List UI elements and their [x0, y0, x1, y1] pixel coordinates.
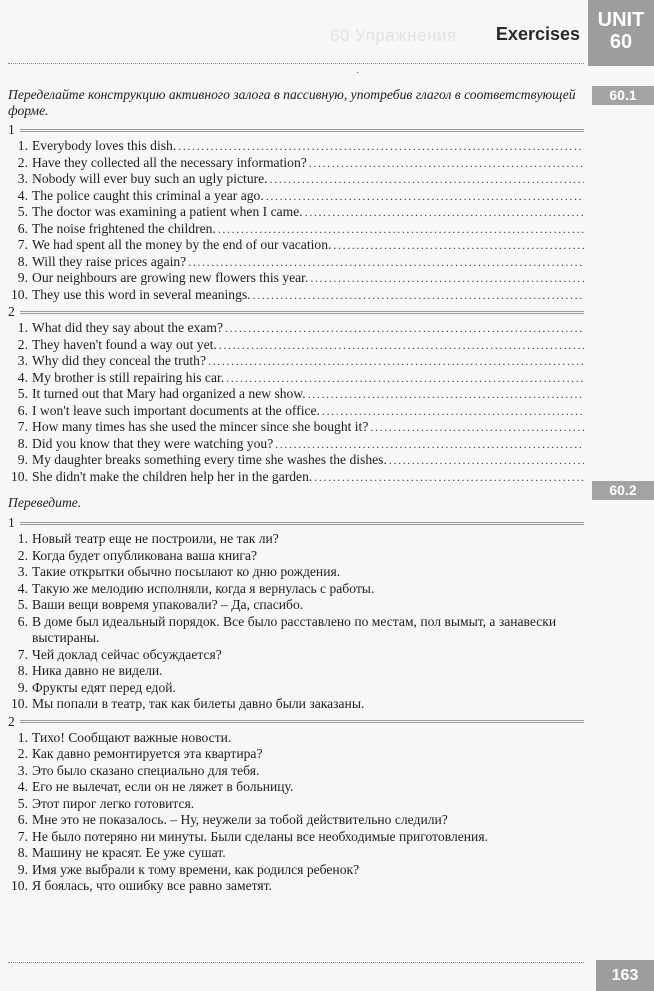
item-text: What did they say about the exam? [32, 320, 224, 335]
answer-blank [305, 204, 584, 221]
answer-blank [208, 353, 584, 370]
item-number: 3. [17, 762, 28, 778]
exercise-item [8, 779, 584, 796]
item-number: 6. [17, 220, 28, 236]
answer-blank [333, 237, 584, 254]
item-number: 5. [17, 795, 28, 811]
exercise-instruction: Переделайте конструкцию активного залога в пассивную, употребив глагол в соответствующей форме. [8, 87, 576, 118]
item-text: How many times has she used the mincer since she bought it? [32, 419, 369, 434]
exercise-item [8, 138, 584, 155]
item-number: 9. [17, 270, 28, 285]
item-text: Will they raise prices again? [32, 253, 187, 269]
item-number: 2. [17, 746, 28, 761]
item-number: 3. [17, 171, 28, 186]
bleed-through-text: 60 Упражнения [330, 26, 457, 45]
exercise-item [8, 680, 584, 697]
item-number: 4. [17, 779, 28, 794]
item-text: Машину не красят. Ее уже сушат. [32, 845, 226, 860]
answer-blank [322, 403, 584, 420]
unit-tab [588, 0, 654, 66]
exercise-item [8, 647, 584, 664]
group-header [8, 123, 584, 137]
exercise-item [8, 403, 584, 420]
group-divider [20, 720, 584, 723]
item-text: Our neighbours are growing new flowers this year. [32, 270, 309, 285]
exercise-item [8, 254, 584, 271]
answer-blank [226, 370, 584, 387]
exercise-item [8, 452, 584, 469]
exercise-instruction: Переведите. [8, 495, 82, 510]
group-header [8, 516, 584, 530]
item-number: 5. [17, 597, 28, 612]
item-text: The police caught this criminal a year ago. [32, 187, 264, 203]
exercise-list [8, 138, 584, 303]
exercise-item [8, 862, 584, 879]
item-number: 4. [17, 369, 28, 385]
group-divider [20, 522, 584, 525]
exercise-item [8, 337, 584, 354]
item-text: They use this word in several meanings. [32, 286, 251, 302]
answer-blank [308, 386, 584, 403]
exercise-item [8, 221, 584, 238]
item-text: Did you know that they were watching you? [32, 435, 274, 451]
item-number: 1. [17, 320, 28, 335]
item-number: 2. [17, 154, 28, 170]
exercise-item [8, 746, 584, 763]
item-text: We had spent all the money by the end of our vacation. [32, 237, 332, 252]
exercise-item [8, 581, 584, 598]
item-text: Не было потеряно ни минуты. Были сделаны все необходимые приготовления. [32, 828, 488, 844]
exercise-item [8, 155, 584, 172]
item-number: 6. [17, 613, 28, 629]
item-number: 8. [17, 253, 28, 269]
answer-blank [188, 254, 584, 271]
answer-blank [389, 452, 584, 469]
exercise-list [8, 320, 584, 485]
item-text: Этот пирог легко готовится. [32, 795, 195, 811]
answer-blank [309, 155, 584, 172]
item-number: 10. [11, 468, 28, 484]
answer-blank [310, 270, 584, 287]
item-text: Тихо! Сообщают важные новости. [32, 729, 232, 745]
item-text: Его не вылечат, если он не ляжет в больницу. [32, 779, 294, 794]
item-text: Nobody will ever buy such an ugly picture. [32, 171, 268, 186]
item-number: 8. [17, 845, 28, 860]
item-number: 10. [11, 878, 28, 893]
exercise-item [8, 171, 584, 188]
item-number: 8. [17, 435, 28, 451]
exercise-item [8, 270, 584, 287]
item-text: She didn't make the children help her in the garden. [32, 468, 313, 484]
unit-number: 60 [609, 31, 633, 53]
answer-blank [314, 469, 584, 486]
item-text: Ваши вещи вовремя упаковали? – Да, спасибо. [32, 597, 304, 612]
item-number: 1. [17, 531, 28, 546]
exercise-item [8, 730, 584, 747]
exercise-badge-60-2: 60.2 [592, 481, 654, 500]
item-text: Everybody loves this dish. [32, 138, 177, 153]
exercise-item [8, 845, 584, 862]
exercise-item [8, 564, 584, 581]
item-number: 3. [17, 564, 28, 579]
exercise-list [8, 730, 584, 895]
answer-blank [266, 188, 584, 205]
item-text: Такие открытки обычно посылают ко дню рождения. [32, 564, 341, 579]
exercise-item [8, 548, 584, 565]
exercise-item [8, 597, 584, 614]
exercise-item [8, 287, 584, 304]
answer-blank [270, 171, 584, 188]
item-number: 6. [17, 402, 28, 418]
item-text: Это было сказано специально для тебя. [32, 762, 260, 778]
exercise-item [8, 796, 584, 813]
header-divider [8, 63, 584, 64]
print-mark: · [356, 68, 360, 79]
exercise-item [8, 614, 584, 647]
exercise-list [8, 531, 584, 713]
item-text: Новый театр еще не построили, не так ли? [32, 531, 279, 546]
item-number: 1. [17, 138, 28, 153]
answer-blank [219, 337, 584, 354]
item-text: Мне это не показалось. – Ну, неужели за тобой действительно следили? [32, 812, 448, 827]
item-text: My daughter breaks something every time she washes the dishes. [32, 452, 387, 467]
answer-blank [225, 320, 584, 337]
exercise-item [8, 204, 584, 221]
item-text: Как давно ремонтируется эта квартира? [32, 746, 263, 761]
item-number: 4. [17, 187, 28, 203]
exercise-item [8, 878, 584, 895]
group-divider [20, 311, 584, 314]
group-number: 1 [8, 515, 15, 530]
exercise-item [8, 829, 584, 846]
exercise-60-2 [8, 495, 584, 895]
item-number: 7. [17, 828, 28, 844]
item-number: 8. [17, 663, 28, 678]
item-text: The doctor was examining a patient when I came. [32, 204, 303, 219]
exercise-item [8, 419, 584, 436]
exercise-item [8, 531, 584, 548]
item-number: 9. [17, 679, 28, 695]
item-text: В доме был идеальный порядок. Все было расставлено по местам, пол вымыт, а занавески выстираны. [32, 613, 557, 645]
item-text: Я боялась, что ошибку все равно заметят. [32, 878, 272, 893]
item-number: 9. [17, 452, 28, 467]
item-number: 9. [17, 861, 28, 877]
item-number: 4. [17, 580, 28, 596]
group-header [8, 715, 584, 729]
page-header-title: Exercises [495, 24, 580, 44]
item-number: 6. [17, 812, 28, 827]
unit-label: UNIT [597, 9, 645, 31]
item-text: Have they collected all the necessary information? [32, 154, 307, 170]
exercise-item [8, 663, 584, 680]
answer-blank [178, 138, 584, 155]
footer-divider [8, 962, 584, 963]
item-number: 2. [17, 547, 28, 563]
item-text: Когда будет опубликована ваша книга? [32, 547, 258, 563]
item-text: Чей доклад сейчас обсуждается? [32, 646, 222, 662]
item-text: It turned out that Mary had organized a new show. [32, 386, 306, 401]
item-number: 7. [17, 237, 28, 252]
item-text: They haven't found a way out yet. [32, 336, 217, 352]
item-number: 3. [17, 353, 28, 368]
item-text: Фрукты едят перед едой. [32, 679, 176, 695]
item-number: 10. [11, 286, 28, 302]
item-text: I won't leave such important documents at the office. [32, 402, 320, 418]
answer-blank [275, 436, 584, 453]
exercise-item [8, 436, 584, 453]
exercise-item [8, 469, 584, 486]
item-text: Такую же мелодию исполняли, когда я вернулась с работы. [32, 580, 375, 596]
exercise-item [8, 812, 584, 829]
exercise-item [8, 370, 584, 387]
item-text: Why did they conceal the truth? [32, 353, 207, 368]
item-text: The noise frightened the children. [32, 220, 216, 236]
item-number: 2. [17, 336, 28, 352]
item-number: 10. [11, 696, 28, 711]
exercise-item [8, 188, 584, 205]
exercise-item [8, 696, 584, 713]
exercise-item [8, 320, 584, 337]
exercise-item [8, 237, 584, 254]
item-number: 7. [17, 646, 28, 662]
item-text: Имя уже выбрали к тому времени, как родился ребенок? [32, 861, 360, 877]
group-divider [20, 129, 584, 132]
exercise-item [8, 386, 584, 403]
item-text: Мы попали в театр, так как билеты давно были заказаны. [32, 696, 365, 711]
exercise-item [8, 763, 584, 780]
answer-blank [370, 419, 584, 436]
exercise-60-1 [8, 87, 584, 485]
answer-blank [218, 221, 584, 238]
exercise-item [8, 353, 584, 370]
item-number: 5. [17, 204, 28, 219]
group-number: 2 [8, 304, 15, 319]
group-number: 1 [8, 122, 15, 137]
group-header [8, 305, 584, 319]
item-text: Ника давно не видели. [32, 663, 163, 678]
item-number: 1. [17, 729, 28, 745]
item-number: 5. [17, 386, 28, 401]
item-text: My brother is still repairing his car. [32, 369, 225, 385]
answer-blank [253, 287, 584, 304]
exercise-badge-60-1: 60.1 [592, 86, 654, 105]
group-number: 2 [8, 713, 15, 729]
page-number: 163 [596, 960, 654, 991]
item-number: 7. [17, 419, 28, 434]
